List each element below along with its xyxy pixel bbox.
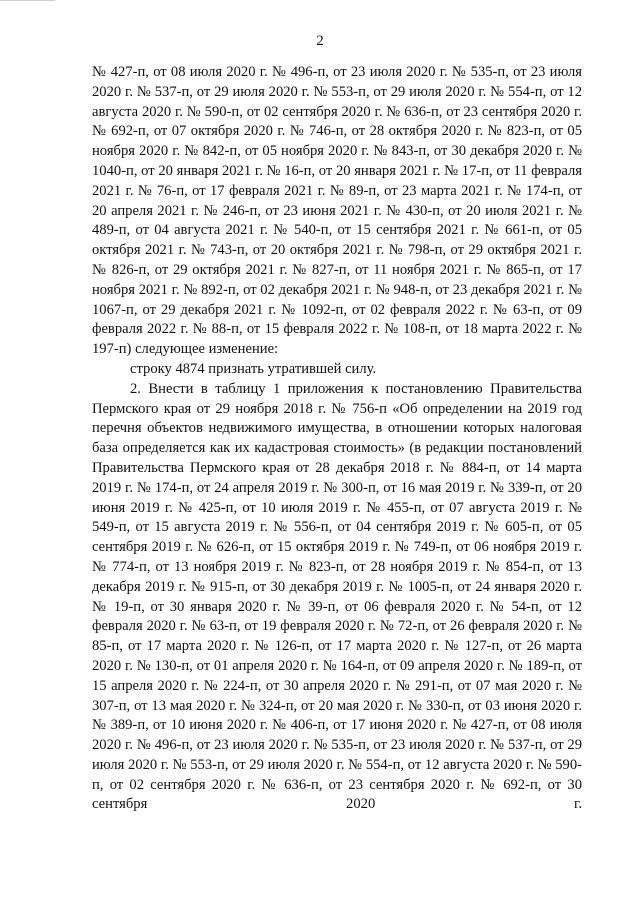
page-number: 2 xyxy=(316,33,324,49)
paragraph-item-2: 2. Внести в таблицу 1 приложения к постановлению Правительства Пермского края от 29 ноября 2018 г. № 756-п «Об определении на 2019 год перечня объектов недвижимого имущества, в отношении которых налоговая база определяется как их кадастровая стоимость» (в редакции постановлений Правительства Пермского края от 28 декабря 2018 г. № 884-п, от 14 марта 2019 г. № 174-п, от 24 апреля 2019 г. № 300-п, от 16 мая 2019 г. № 339-п, от 20 июня 2019 г. № 425-п, от 10 июля 2019 г. № 455-п, от 07 августа 2019 г. № 549-п, от 15 августа 2019 г. № 556-п, от 04 сентября 2019 г. № 605-п, от 05 сентября 2019 г. № 626-п, от 15 октября 2019 г. № 749-п, от 06 ноября 2019 г. № 774-п, от 13 ноября 2019 г. № 823-п, от 28 ноября 2019 г. № 854-п, от 13 декабря 2019 г. № 915-п, от 30 декабря 2019 г. № 1005-п, от 24 января 2020 г. № 19-п, от 30 января 2020 г. № 39-п, от 06 февраля 2020 г. № 54-п, от 12 февраля 2020 г. № 63-п, от 19 февраля 2020 г. № 72-п, от 26 февраля 2020 г. № 85-п, от 17 марта 2020 г. № 126-п, от 17 марта 2020 г. № 127-п, от 26 марта 2020 г. № 130-п, от 01 апреля 2020 г. № 164-п, от 09 апреля 2020 г. № 189-п, от 15 апреля 2020 г. № 224-п, от 30 апреля 2020 г. № 291-п, от 07 мая 2020 г. № 307-п, от 13 мая 2020 г. № 324-п, от 20 мая 2020 г. № 330-п, от 03 июня 2020 г. № 389-п, от 10 июня 2020 г. № 406-п, от 17 июня 2020 г. № 427-п, от 08 июля 2020 г. № 496-п, от 23 июля 2020 г. № 535-п, от 23 июля 2020 г. № 537-п, от 29 июля 2020 г. № 553-п, от 29 июля 2020 г. № 554-п, от 12 августа 2020 г. № 590-п, от 02 сентября 2020 г. № 636-п, от 23 сентября 2020 г. № 692-п, от 30 сентября 2020 г. xyxy=(92,380,582,813)
paragraph-line-invalidation: строку 4874 признать утратившей силу. xyxy=(130,360,377,377)
document-body xyxy=(92,63,582,815)
scan-corner-mark xyxy=(0,0,55,2)
paragraph-amendments-list: № 427-п, от 08 июля 2020 г. № 496-п, от 23 июля 2020 г. № 535-п, от 23 июля 2020 г. № 537-п, от 29 июля 2020 г. № 553-п, от 29 июля 2020 г. № 554-п, от 12 августа 2020 г. № 590-п, от 02 сентября 2020 г. № 636-п, от 23 сентября 2020 г. № 692-п, от 07 октября 2020 г. № 746-п, от 28 октября 2020 г. № 823-п, от 05 ноября 2020 г. № 842-п, от 05 ноября 2020 г. № 843-п, от 30 декабря 2020 г. № 1040-п, от 20 января 2021 г. № 16-п, от 20 января 2021 г. № 17-п, от 11 февраля 2021 г. № 76-п, от 17 февраля 2021 г. № 89-п, от 23 марта 2021 г. № 174-п, от 20 апреля 2021 г. № 246-п, от 23 июня 2021 г. № 430-п, от 20 июля 2021 г. № 489-п, от 04 августа 2021 г. № 540-п, от 15 сентября 2021 г. № 661-п, от 05 октября 2021 г. № 743-п, от 20 октября 2021 г. № 798-п, от 29 октября 2021 г. № 826-п, от 29 октября 2021 г. № 827-п, от 11 ноября 2021 г. № 865-п, от 17 ноября 2021 г. № 892-п, от 02 декабря 2021 г. № 948-п, от 23 декабря 2021 г. № 1067-п, от 29 декабря 2021 г. № 1092-п, от 02 февраля 2022 г. № 63-п, от 09 февраля 2022 г. № 88-п, от 15 февраля 2022 г. № 108-п, от 18 марта 2022 г. № 197-п) следующее изменение: xyxy=(92,64,582,358)
